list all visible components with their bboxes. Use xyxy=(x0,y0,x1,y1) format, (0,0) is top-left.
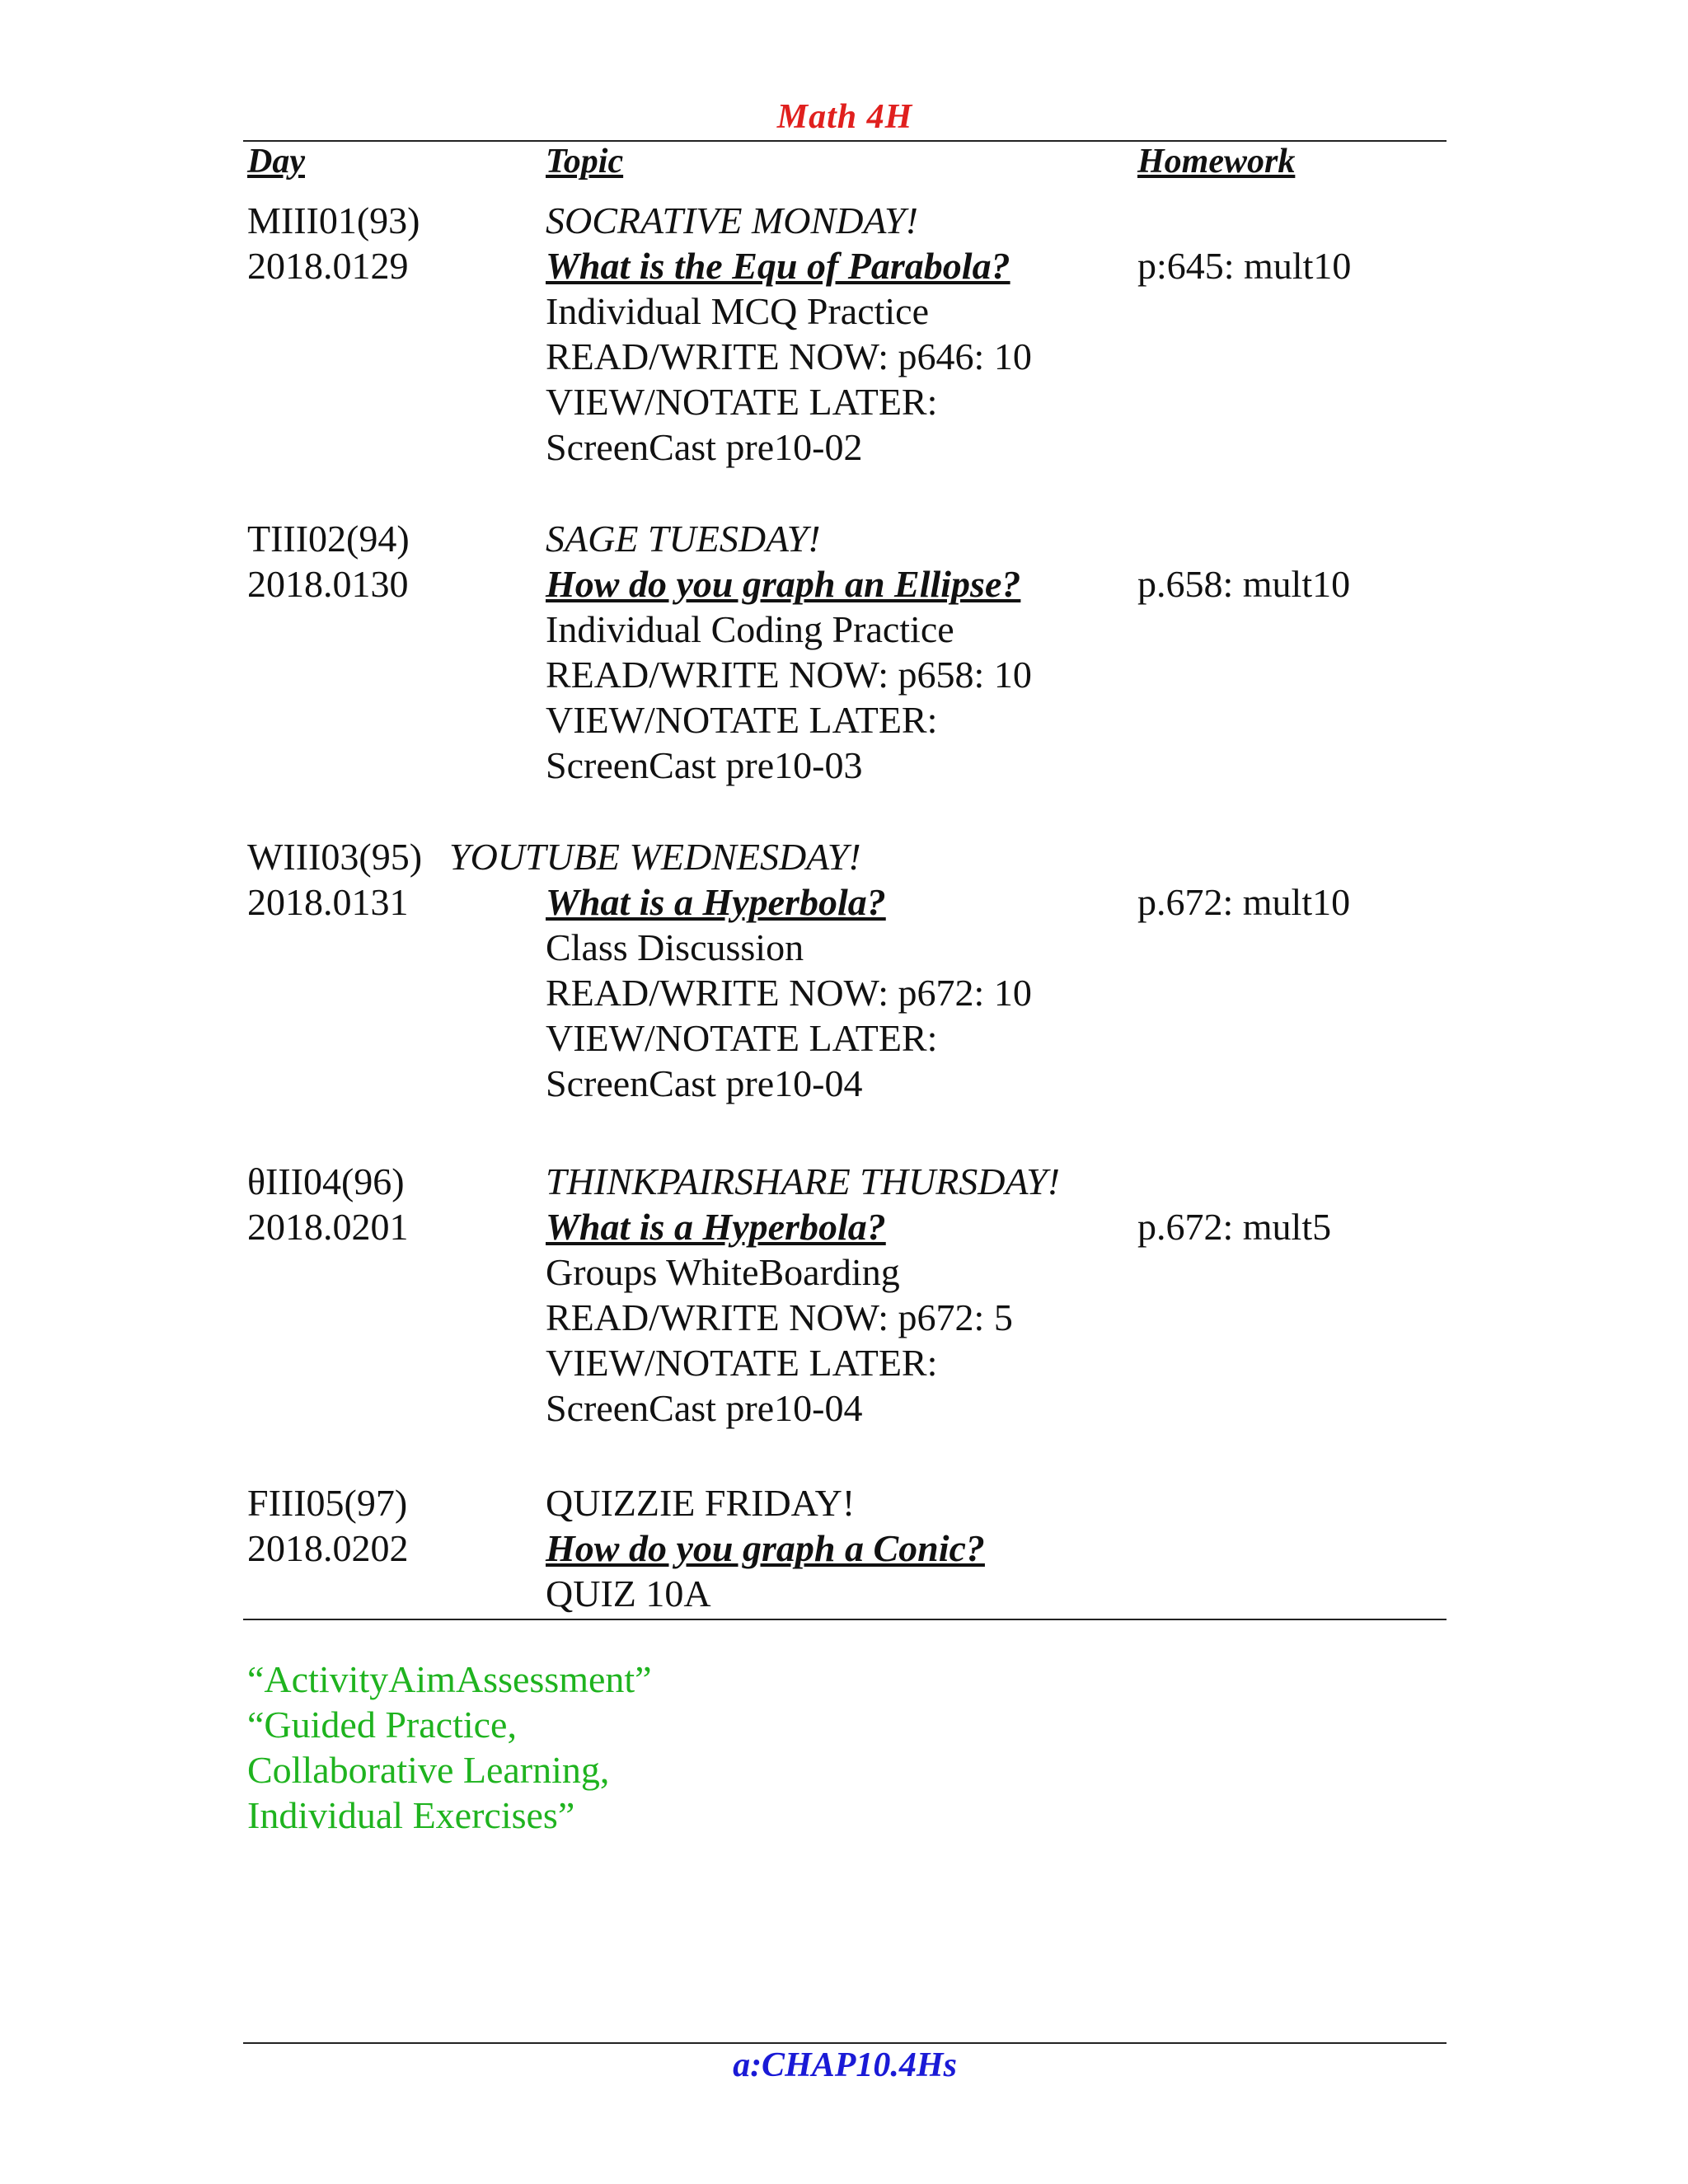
entry-date: 2018.0202 xyxy=(247,1527,409,1569)
entry-day-code: θIII04(96) xyxy=(247,1160,405,1202)
entry-view-notate: VIEW/NOTATE LATER: xyxy=(546,1017,938,1059)
entry-date: 2018.0201 xyxy=(247,1206,409,1248)
entry-view-notate: VIEW/NOTATE LATER: xyxy=(546,1342,938,1384)
note-line: Individual Exercises” xyxy=(247,1794,575,1836)
entry-activity: Groups WhiteBoarding xyxy=(546,1251,900,1293)
entry-homework: p.658: mult10 xyxy=(1137,563,1351,605)
entry-theme: QUIZZIE FRIDAY! xyxy=(546,1482,856,1524)
entry-homework: p.672: mult10 xyxy=(1137,881,1351,923)
page-title: Math 4H xyxy=(776,98,913,136)
entry-read-write: READ/WRITE NOW: p672: 10 xyxy=(546,972,1032,1014)
entry-activity: QUIZ 10A xyxy=(546,1572,711,1615)
entry-date: 2018.0129 xyxy=(247,245,409,287)
note-line: “Guided Practice, xyxy=(247,1704,517,1746)
entry-read-write: READ/WRITE NOW: p658: 10 xyxy=(546,654,1032,696)
footer-label: a:CHAP10.4Hs xyxy=(733,2046,957,2084)
notes-block xyxy=(247,1657,652,1838)
entry-view-notate: VIEW/NOTATE LATER: xyxy=(546,381,938,423)
entry-homework: p:645: mult10 xyxy=(1137,245,1352,287)
entry-homework: p.672: mult5 xyxy=(1137,1206,1332,1248)
note-line: “ActivityAimAssessment” xyxy=(247,1658,652,1700)
entry-activity: Individual Coding Practice xyxy=(546,608,954,650)
entry-day-code: TIII02(94) xyxy=(247,518,410,560)
entry-screencast: ScreenCast pre10-04 xyxy=(546,1062,863,1104)
entry-day-code: FIII05(97) xyxy=(247,1482,408,1524)
note-line: Collaborative Learning, xyxy=(247,1749,610,1791)
header-topic: Topic xyxy=(546,143,624,180)
entry-screencast: ScreenCast pre10-04 xyxy=(546,1387,863,1429)
entry-day-code: MIII01(93) xyxy=(247,199,420,241)
entry-screencast: ScreenCast pre10-03 xyxy=(546,744,863,786)
entry-aim: What is the Equ of Parabola? xyxy=(546,245,1010,287)
entry-activity: Individual MCQ Practice xyxy=(546,290,930,332)
entry-date: 2018.0130 xyxy=(247,563,409,605)
entry-aim: How do you graph a Conic? xyxy=(546,1527,985,1569)
bottom-table-rule xyxy=(243,1619,1447,1620)
entry-theme: THINKPAIRSHARE THURSDAY! xyxy=(546,1160,1060,1202)
entry-day-code: WIII03(95) xyxy=(247,836,423,878)
header-homework: Homework xyxy=(1137,143,1296,180)
footer-rule xyxy=(243,2042,1447,2044)
entry-aim: What is a Hyperbola? xyxy=(546,1206,886,1248)
entry-activity: Class Discussion xyxy=(546,926,804,968)
entry-read-write: READ/WRITE NOW: p672: 5 xyxy=(546,1296,1013,1338)
entry-aim: What is a Hyperbola? xyxy=(546,881,886,923)
entry-theme: SAGE TUESDAY! xyxy=(546,518,821,560)
entry-theme: SOCRATIVE MONDAY! xyxy=(546,199,918,241)
entry-theme: YOUTUBE WEDNESDAY! xyxy=(449,836,861,878)
entry-aim: How do you graph an Ellipse? xyxy=(546,563,1021,605)
header-day: Day xyxy=(247,143,305,180)
entry-date: 2018.0131 xyxy=(247,881,409,923)
entry-read-write: READ/WRITE NOW: p646: 10 xyxy=(546,335,1032,377)
entry-view-notate: VIEW/NOTATE LATER: xyxy=(546,699,938,741)
entry-screencast: ScreenCast pre10-02 xyxy=(546,426,863,468)
